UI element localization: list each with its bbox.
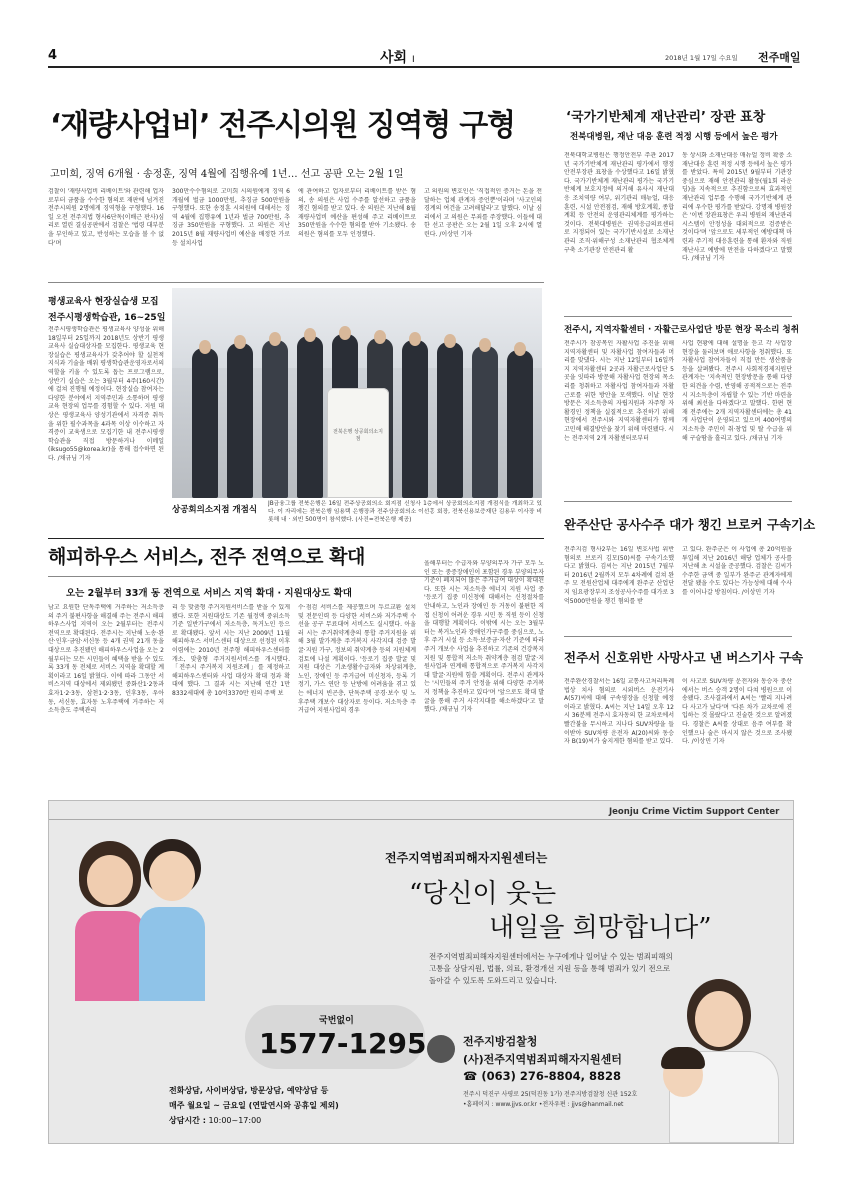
bottom-column-3-text: 수·점검 서비스를 제공했으며 두르교환 설치 및 전문인력 등 다양한 서비스와 저가주택 수선을 공구 무료대여 서비스도 실시했다. 아울러 시는 주거취약계층의 통합 주거지원을 위해 3월 발가계층 주거복지 사각지대 검증 발굴·지원 가구, 정보의 취약계층 등의 지원체계 검토에 나설 계획이다. '등로기 집중 발굴 및 지원 대상은 기초생활수급자와 차상위계층, 노인, 장애인 등 주거급여 미신청자, 등록 기 정기, 가스 연탄 등 난방에 어려움을 겪고 있는 에너지 빈곤층, 단독주택 공경·보수 및 노후주택 개보수 대상자로 등이다. 저소득층 주거급여 지원사업의 경우 xyxy=(298,604,416,715)
section-mark: I xyxy=(411,55,415,65)
photo-credit: (사진=전북은행 제공) xyxy=(355,517,412,523)
bottom-column-2 xyxy=(172,604,290,786)
main-column-1-text: 검찰이 '재량사업비 리베이트'와 관련해 업자로부터 금품을 수수한 혐의로 재판에 넘겨진 전주시의원 2명에게 징역형을 구형했다. 16일 오전 전주지법 형사6단독(이배근 판사)심리로 열린 결심공판에서 검찰은 '법령 대부분을 부인하고 있고, 반성하는 모습을 볼 수 없다'며 xyxy=(48,188,164,247)
child-hair xyxy=(661,1047,705,1069)
ad-children-photo xyxy=(69,831,209,1001)
page-number: 4 xyxy=(48,48,58,63)
bottom-deck: 오는 2월부터 33개 동 전역으로 서비스 지역 확대 · 지원대상도 확대 xyxy=(66,588,352,599)
side-rule-3 xyxy=(564,636,792,637)
side-middle-headline: 전주시, 지역자활센터 · 자활근로사업단 방문 현장 목소리 청취 xyxy=(564,325,800,335)
education-title-2: 전주시평생학습관, 16~25일 xyxy=(48,313,166,323)
main-bottom-rule xyxy=(48,282,544,283)
main-column-4 xyxy=(424,188,542,278)
cake xyxy=(327,388,389,498)
side-top-column-2 xyxy=(682,152,792,314)
ad-hours-time: 10:00~17:00 xyxy=(208,1116,262,1125)
ad-body-line-3: 돌아갈 수 있도록 도와드리고 있습니다. xyxy=(429,976,557,985)
ad-office-2: (사)전주지역범죄피해자지원센터 xyxy=(463,1053,622,1066)
education-title-1: 평생교육사 현장실습생 모집 xyxy=(48,297,159,307)
bottom-column-1 xyxy=(48,604,164,786)
person-head xyxy=(199,340,211,354)
bottom-section-rule xyxy=(48,538,544,539)
ad-hours-label: 상담시간 : xyxy=(169,1116,206,1125)
cake-label: 전북은행 상공회의소지점 xyxy=(333,429,383,442)
main-column-2-text: 300만수수혐의로 고미희 시의원에게 징역 6개월에 벌금 1000만원, 추징금 500만원을 구형했다. 또한 송정훈 시의원에 대해서는 징역 4월에 집행유예 1년과 벌금 700만원, 추징금 350만원을 구형했다. 고 의원은 지난 2015년 8월 재량사업비 예산을 배정한 가로등 설치사업 xyxy=(172,188,290,247)
issue-date: 2018년 1월 17일 수요일 xyxy=(665,54,738,62)
bottom-column-3 xyxy=(298,604,416,786)
paper-name: 전주매일 xyxy=(758,51,801,64)
main-column-1 xyxy=(48,188,164,278)
ad-hotline-number: 1577-1295 xyxy=(259,1027,427,1060)
education-body xyxy=(48,326,164,534)
ad-family-photo xyxy=(649,971,789,1143)
person-head xyxy=(514,342,526,356)
person-head xyxy=(304,328,316,342)
ad-org-logo xyxy=(427,1035,455,1063)
ad-hotline-label: 국번없이 xyxy=(319,1016,354,1026)
person-figure xyxy=(227,343,253,498)
main-headline: ‘재량사업비’ 전주시의원 징역형 구형 xyxy=(50,108,515,143)
person-head xyxy=(479,338,491,352)
side-middle-column-2 xyxy=(682,340,792,498)
side-bottom-headline: 완주산단 공사수주 대가 챙긴 브로커 구속기소 xyxy=(564,517,816,532)
section-name: 사회 xyxy=(380,50,408,66)
bottom-column-2-text: 리 등 맞춤형 주거지원서비스를 받을 수 있게 됐다. 또한 지원대상도 기존 월정액 중위소득 기준 일반가구에서 저소득층, 독거노인 등으로 확대됐다. 앞서 시는 지난 2009년 11월 해피하우스 서비스센터 대상으로 선정된 이후 이렴에는 2010년 전주형 해피하우스센터를 개소, 맞춤형 주거지원서비스를 개시했다. 「전주시 주거복지 지원조례」를 제정하고 해피하우스센터와 사업 대상자 확대 정과 확대에 했다. 그 결과 시는 지난해 연간 1만 8332세대에 총 10억3370만 원의 주택 보 xyxy=(172,604,290,697)
side-bottom-column-2-text: 고 있다. 완주군은 이 사업에 총 20억원을 투입해 지난 2016년 해당 업체가 공사를 지난해 초 시설을 준공했다. 검찰은 김씨가 수주한 금액 중 일부가 완주군 관계자에게 전달 됐을 수도 있다는 가능성에 대해 수사를 이어나갈 방침이다. /이상민 기자 xyxy=(682,546,792,596)
person-head xyxy=(269,332,281,346)
ad-body-line-1: 전주지역범죄피해자지원센터에서는 누구에게나 일어날 수 있는 범죄피해의 xyxy=(429,952,673,961)
ad-org-heading: 전주지역범죄피해자지원센터는 xyxy=(385,851,548,865)
side-top-column-1-text: 전북대학교병원은 행정안전부 주관 2017년 국가기반체계 재난관리 평가에서 행정안전부장관 표창을 수상했다고 16일 밝혔다. 국가기반체계 재난관리 평가는 국가기반체계 보호지정에 의거해 유사시 재난대응 조치역량 여부, 위기관리 매뉴얼, 대응훈련, 시설 안전점검, 재해 방호계획, 종합계획 등 안전의 운영관리체계를 평가하는 것이다. 전북대병원은 권역응급의료센터로 지정되어 있는 국가기반시설로 소재난관리 조직·위해구성 소재난관리 협조체계 구축 소기관장 안전관리 활 xyxy=(564,152,674,254)
side-rule-1 xyxy=(564,316,792,317)
photo-label: 상공회의소지점 개점식 xyxy=(172,505,258,515)
ad-address: 전주시 덕진구 사평로 25(덕진동 1가) 전주지방검찰청 신관 152호 xyxy=(463,1091,638,1098)
mother-face xyxy=(695,991,743,1047)
person-figure xyxy=(437,342,463,498)
bottom-column-4 xyxy=(424,560,544,786)
child-girl-body xyxy=(75,911,145,1001)
bottom-column-4-text: 올해부터는 수급자와 부양의무자 가구 모두 노인 또는 중증장애인이 포함된 경우 부양의무자 기준이 폐지되어 많은 주거급여 대상이 확대된다. 또한 시는 저소득층 에너지 지원 사업 중 '등로기 집중 미신청에 대해서는 신청절차를 안내하고, 노인과 장애인 등 거동이 불편한 직접 신청이 어려운 경우 시민 동 직원 등이 신청을 대행할 계획이다. 이밖에 시는 오는 3월부터는 복거노인과 장애인가구주를 중심으로, 노후 주거 시설 등 소득·보증금·자산 기준에 따라 주거 개보수 사업을 추진하고 기존의 건강복지지원 및 통합적 저소득 취약계층 점검 발굴·지원사업과 연계해 통합적으로 주거복지 사각지대 발굴·지원에 힘쓸 계획이다. 전주시 관계자는 '시민들의 주거 안정을 위해 다양한 주거복지 정책을 추진하고 있다'며 '앞으로도 확대 발굴을 통해 주거 사각지대를 해소하겠다'고 말했다. /채규님 기자 xyxy=(424,560,544,714)
person-head xyxy=(409,332,421,346)
person-head xyxy=(444,334,456,348)
bottom-headline: 해피하우스 서비스, 전주 전역으로 확대 xyxy=(48,546,365,568)
side-middle-column-2-text: 사업 현황에 대해 설명을 듣고 각 사업장 현장을 둘러보며 애로사항을 청취했다. 또 자활사업 참여자들이 직접 만든 생산품을 등을 살펴봤다. 전주시 사회적경제지원단 관계자는 '지속적인 현장방문을 통해 다양한 의견을 수렴, 반영해 공적적으로는 전주시 지소득층이 자립할 수 있는 기반 마련을 위해 최선을 다하겠다'고 말했다. 한편 현재 전주에는 2개 지역자활센터에는 총 41개 사업단이 운영되고 있으며 400여명의 지소득층 주민이 취·창업 및 탈 수급을 위해 구슬땀을 흘리고 있다. /채규님 기자 xyxy=(682,340,792,442)
side-last-column-1 xyxy=(564,678,674,784)
photo-caption-text xyxy=(268,500,542,524)
person-figure xyxy=(402,340,428,498)
main-column-2 xyxy=(172,188,290,278)
section-title xyxy=(380,47,415,67)
ad-top-line xyxy=(49,819,793,820)
child-boy-face xyxy=(149,851,195,901)
education-body-text: 전주시평생학습관은 평생교육사 양성을 위해 18일부터 25일까지 2018년도 상반기 평생교육사 실습대상자를 모집한다. 평생교육 현장실습은 평생교육사가 갖추어야 할 실천적 지식과 기술을 배워 평생학습관운영자로서의 역할을 키울 수 있도록 돕는 프로그램으로, 상반기 실습은 오는 3월부터 4주(160시간)에 걸쳐 진행될 예정이다. 현장실습 참여자는 다양한 분야에서 지역주민과 소통하며 평생교육 현장의 업무를 경험할 수 있다. 지원 대상은 평생교육사 양성기관에서 자격증 취득을 위한 필수과목을 4과목 이상 이수하고 자격증이 교육생으로 모집기한 내 전주시평생학습관을 직접 방문하거나 이메일(iksugo55@korea.kr)을 통해 접수하면 된다. /채규님 기자 xyxy=(48,326,164,462)
ad-hours-days: 매주 월요일 ~ 금요일 (연말연시와 공휴일 제외) xyxy=(169,1101,339,1110)
child-girl-face xyxy=(87,855,133,905)
header-rule xyxy=(48,66,792,68)
side-top-headline: ‘국가기반체계 재난관리’ 장관 표창 xyxy=(566,110,766,125)
side-middle-column-1-text: 전주시가 참공목인 자활사업 추진을 위해 지역자활센터 및 자활사업 참여자들과 머리를 맞댔다. 시는 지난 12일부터 16일까지 지역자활센터 2곳과 자활근로사업단 5곳을 잇따라 방문해 자활사업 현장의 목소리를 청취하고 자활사업 참여자들과 자활근로를 위한 방안을 모색했다. 이날 현장 방문은 지소득층의 자립지원과 자주형 자활경인 정책을 실질적으로 추진하기 위해 현장에서 전주시와 지역자활센터가 함께 고민해 해결방안을 찾기 위해 마련됐다. 시는 전주지역 2개 자활센터로부터 xyxy=(564,340,674,442)
main-column-3-text: 에 관여하고 업자로부터 리베이트를 받은 혐의, 송 의원은 사업 수주를 알선하고 금품을 챙긴 혐의를 받고 있다. 송 의원은 지난해 8월 재량사업비 예산을 편성해 주고 리베이트로 350만원을 수수한 혐의를 받아 기소됐다. 송 의원은 혐의를 모두 인정했다. xyxy=(298,188,416,238)
ad-hotline-box xyxy=(245,1005,425,1069)
side-last-column-1-text: 전주완산경찰서는 16일 교통사고처리특례법상 치사 혐의로 시외버스 운전기사 A(57)씨에 대해 구속영장을 신청할 예정이라고 밝혔다. A씨는 지난 14일 오후 12시 36분께 전주시 효자동의 한 교차로에서 빨간불을 무시하고 지나다 SUV차량을 들이받아 SUV차량 운전자 A(20)씨와 동승자 B(19)씨가 숨지게한 혐의를 받고 있다. xyxy=(564,678,674,746)
person-figure xyxy=(297,336,323,498)
ad-services: 전화상담, 사이버상담, 방문상담, 예약상담 등 xyxy=(169,1086,329,1095)
main-column-4-text: 고 의원의 변호인은 '직접적인 증거는 돈을 전달하는 업체 관계자 증언뿐'이라며 '사고인의 경계의 여건을 고려해달라'고 말했다. 이날 심리에서 고 의원은 무죄를 주장했다. 이들에 대한 선고 공판은 오는 2월 1일 오후 2시에 열린다. /이상민 기자 xyxy=(424,188,542,238)
side-middle-column-1 xyxy=(564,340,674,498)
ad-body-line-2: 고통을 상담지원, 법률, 의료, 환경개선 지원 등을 통해 범죄가 있기 전으로 xyxy=(429,964,671,973)
ad-quote-line-1: “당신이 웃는 xyxy=(409,879,557,909)
ad-phone: ☎ (063) 276-8804, 8828 xyxy=(463,1069,622,1083)
side-bottom-column-1-text: 전주지검 형사2부는 16일 변호사법 위반혐의로 브로커 김모(50)씨를 구속기소했다고 밝혔다. 김씨는 지난 2015년 7월부터 2016년 2월까지 모두 4차례에 걸쳐 완주 모 전원산업체 대주에게 완주군 산업단지 임요광장부지 조성공사수주를 대가로 3억5000만원을 챙긴 혐의를 받 xyxy=(564,546,674,605)
ad-english-name: Jeonju Crime Victim Support Center xyxy=(609,807,780,817)
photo-caption-body: JB금융그룹 전북은행은 16일 전주상공회의소 회지점 신청사 1층에서 상공회의소지점 개점식을 개최하고 있다. 이 자리에는 전북은행 임용택 은행장과 전주상공회의소 이선홍 회장, 전북신용보증재단 김용무 이사장 비롯해 내 · 외빈 500명이 참석했다. xyxy=(268,501,542,523)
person-head xyxy=(374,330,386,344)
main-deck: 고미희, 징역 6개월 · 송정훈, 징역 4월에 집행유예 1년… 선고 공판 오는 2월 1일 xyxy=(50,169,404,180)
ad-hours xyxy=(169,1115,261,1126)
side-top-column-1 xyxy=(564,152,674,314)
child-boy-body xyxy=(139,907,205,1001)
victim-support-ad xyxy=(48,800,794,1144)
person-figure xyxy=(192,348,218,498)
ad-office-1: 전주지방검찰청 xyxy=(463,1035,538,1048)
side-bottom-column-2 xyxy=(682,546,792,634)
person-figure xyxy=(262,340,288,498)
ad-web: •홈페이지 : www.jjvs.or.kr •전자우편 : jjvs@hanmail.net xyxy=(463,1101,624,1108)
side-top-column-2-text: 동 상시화 소재난대응 매뉴얼 정비 확충 소재난대응 훈련 적정 시행 등에서 높은 평가를 받았다. 특히 2015년 9월부터 기관장 중심으로 재해 안전관리 활동(월1회 라운딩)을 지속적으로 추진함으로써 효과적인 재난관리 업무를 수행해 국가기반체계 관리에 우수한 평가를 받았다. 강명재 병원장은 '이번 장관표창은 우리 병원의 재난관리시스템이 안정성을 대외적으로 검증받은 것이다'며 '앞으로도 세부적인 예방대책 마련과 주기적 대응훈련을 통해 환자와 직원 재난사고 예방에 만전을 다하겠다'고 말했다. /채규님 기자 xyxy=(682,152,792,263)
main-column-3 xyxy=(298,188,416,278)
side-last-column-2 xyxy=(682,678,792,784)
side-rule-2 xyxy=(564,501,792,502)
person-figure xyxy=(472,346,498,498)
side-last-headline: 전주서 신호위반 사망사고 낸 버스기사 구속 xyxy=(564,650,804,665)
person-head xyxy=(234,335,246,349)
ceremony-photo xyxy=(172,288,542,498)
side-bottom-column-1 xyxy=(564,546,674,634)
ad-quote-line-2: 내일을 희망합니다” xyxy=(489,913,712,943)
side-top-deck: 전북대병원, 재난 대응 훈련 적정 시행 등에서 높은 평가 xyxy=(570,132,778,142)
side-last-column-2-text: 이 사고로 SUV차량 운전자와 동승자 중산에서는 버스 승객 2명이 다쳐 병원으로 이송됐다. 조사결과에서 A씨는 '빨리 지나려다 사고가 났다'며 '다른 차가 교차로에 진입하는 것 몰랐다'고 진술한 것으로 알려졌다. 경찰은 A씨를 상대로 음주 여부를 확인했으나 술은 마시지 않은 것으로 조사됐다. /이상민 기자 xyxy=(682,678,792,746)
person-figure xyxy=(507,350,533,498)
bottom-column-1-text: 남고 요원한 단독주택에 거주하는 저소득층의 주거 불편사항을 해결해 주는 전주시 해피하우스사업 지역이 오는 2월부터는 전주시 전역으로 확대된다. 전주시는 지난해 노송·완산·인후·금암·서신동 등 4개 권역 21개 동을 대상으로 추진됐던 해피하우스사업을 오는 2월부터는 모든 시민들이 혜택을 받을 수 있도록 33개 동 전체로 서비스 지역을 확대할 계획이라고 16일 밝혔다. 이에 따라 그동안 서비스지역 대상에서 제외됐던 중화산1·2동과 효자1·2·3동, 삼천1·2·3동, 인후3동, 우아동, 서신동, 효자동 노후주택에 거주하는 저소득층도 주택관리 xyxy=(48,604,164,715)
photo-caption xyxy=(268,500,542,528)
person-head xyxy=(339,326,351,340)
